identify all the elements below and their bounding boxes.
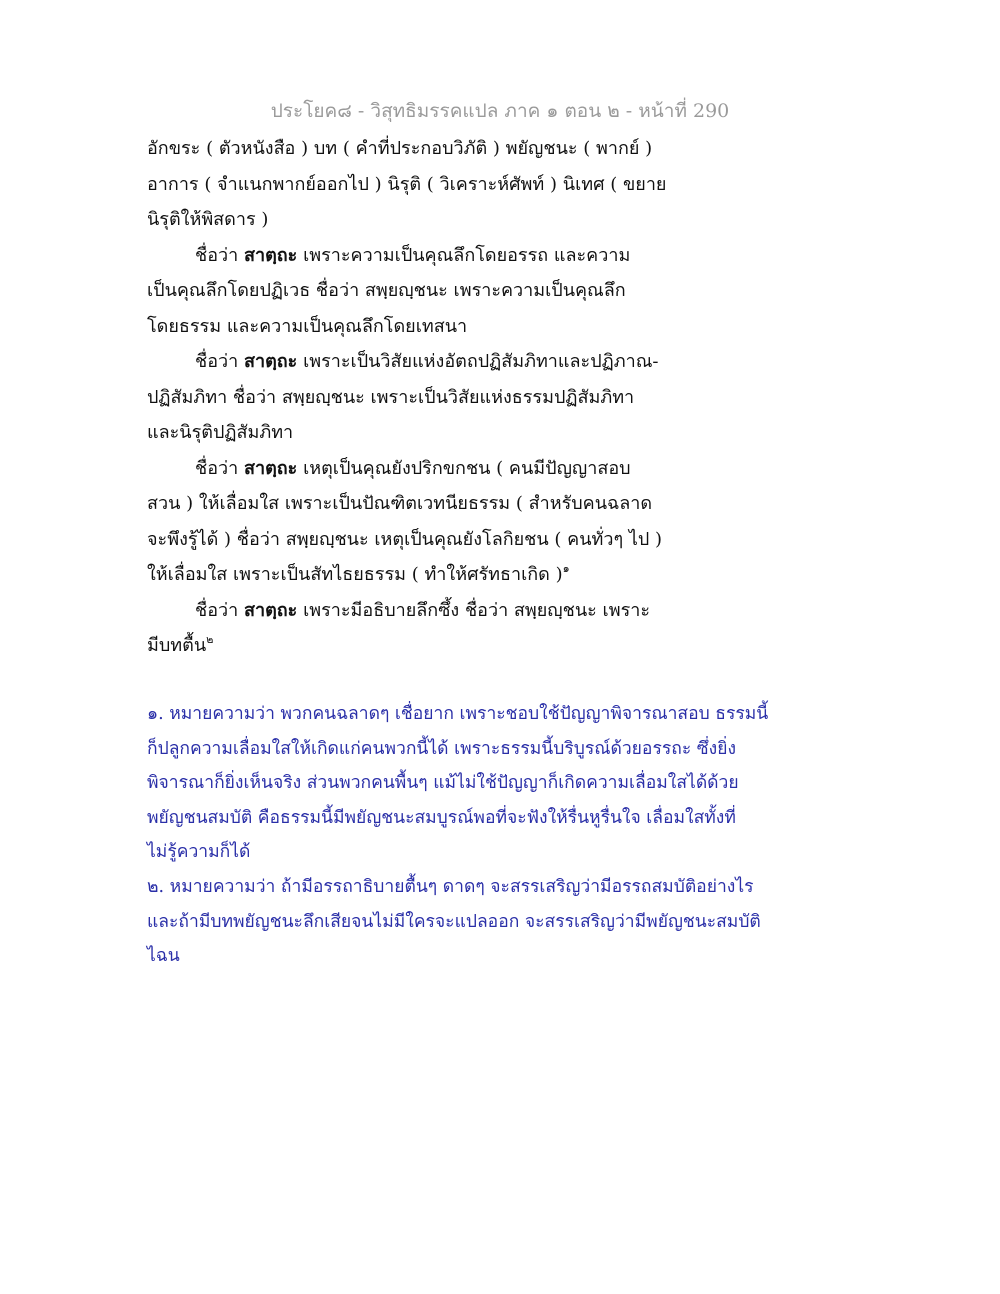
line-text: ให้เลื่อมใส เพราะเป็นสัทไธยธรรม ( ทำให้ศรัทธาเกิด ) [147,564,563,585]
text-line: จะพึงรู้ได้ ) ชื่อว่า สพฺยญฺชนะ เหตุเป็นคุณยังโลกิยชน ( คนทั่วๆ ไป ) [147,528,663,550]
footnote-line: ไม่รู้ความก็ได้ [147,842,251,863]
text-line: อาการ ( จำแนกพากย์ออกไป ) นิรุติ ( วิเคราะห์ศัพท์ ) นิเทศ ( ขยาย [147,173,667,195]
line-rest: เหตุเป็นคุณยังปริกขกชน ( คนมีปัญญาสอบ [303,457,631,479]
bold-term: สาตฺถะ [243,244,298,266]
footnote-ref: ๑ [562,562,570,575]
footnote-line: พิจารณาก็ยิ่งเห็นจริง ส่วนพวกคนพื้นๆ แม้ไม่ใช้ปัญญาก็เกิดความเลื่อมใสได้ด้วย [147,773,739,794]
bold-term: สาตฺถะ [243,351,298,372]
text-line: โดยธรรม และความเป็นคุณลึกโดยเทสนา [147,315,468,337]
text-line: อักขระ ( ตัวหนังสือ ) บท ( คำที่ประกอบวิภัติ ) พยัญชนะ ( พากย์ ) [147,138,653,159]
lead-text: ชื่อว่า [195,457,239,479]
lead-text: ชื่อว่า [195,244,239,266]
bold-term: สาตฺถะ [243,599,298,621]
footnote-line: ๑. หมายความว่า พวกคนฉลาดๆ เชื่อยาก เพราะชอบใช้ปัญญาพิจารณาสอบ ธรรมนี้ [147,704,769,724]
bold-term: สาตฺถะ [243,457,298,479]
lead-text: ชื่อว่า [195,599,239,621]
text-line: สวน ) ให้เลื่อมใส เพราะเป็นปัณฑิตเวทนียธรรม ( สำหรับคนฉลาด [147,493,653,514]
text-line: นิรุติให้พิสดาร ) [147,209,269,230]
lead-text: ชื่อว่า [195,351,239,372]
main-text [147,131,847,664]
paragraph-start [147,451,847,487]
footnote-line: ๒. หมายความว่า ถ้ามีอรรถาธิบายตื้นๆ ดาดๆ จะสรรเสริญว่ามีอรรถสมบัติอย่างไร [147,876,754,897]
text-line: และนิรุติปฏิสัมภิทา [147,422,294,443]
footnote-line: พยัญชนสมบัติ คือธรรมนี้มีพยัญชนะสมบูรณ์พอที่จะฟังให้รื่นหูรื่นใจ เลื่อมใสทั้งที่ [147,807,736,828]
text-line: เป็นคุณลึกโดยปฏิเวธ ชื่อว่า สพฺยญฺชนะ เพราะความเป็นคุณลึก [147,280,626,301]
paragraph-start [147,593,847,629]
text-line [147,557,847,593]
paragraph-start [147,344,847,380]
line-text: มีบทตื้น [147,635,207,656]
paragraph-start [147,238,847,274]
page-header: ประโยค๘ - วิสุทธิมรรคแปล ภาค ๑ ตอน ๒ - หน้าที่ 290 [270,100,730,122]
line-rest: เพราะเป็นวิสัยแห่งอัตถปฏิสัมภิทาและปฏิภาณ- [303,351,659,372]
line-rest: เพราะความเป็นคุณลึกโดยอรรถ และความ [303,244,631,266]
footnote-ref: ๒ [206,633,214,646]
text-line: ปฏิสัมภิทา ชื่อว่า สพฺยญฺชนะ เพราะเป็นวิสัยแห่งธรรมปฏิสัมภิทา [147,386,635,408]
text-line [147,628,847,664]
footnote-line: ก็ปลูกความเลื่อมใสให้เกิดแก่คนพวกนี้ได้ เพราะธรรมนี้บริบูรณ์ด้วยอรรถะ ซึ่งยิ่ง [147,738,737,759]
footnote-line: และถ้ามีบทพยัญชนะลึกเสียจนไม่มีใครจะแปลออก จะสรรเสริญว่ามีพยัญชนะสมบัติ [147,911,761,932]
footnote-line: ไฉน [147,946,180,967]
line-rest: เพราะมีอธิบายลึกซึ้ง ชื่อว่า สพฺยญฺชนะ เพราะ [303,599,651,621]
footnotes [147,697,867,974]
